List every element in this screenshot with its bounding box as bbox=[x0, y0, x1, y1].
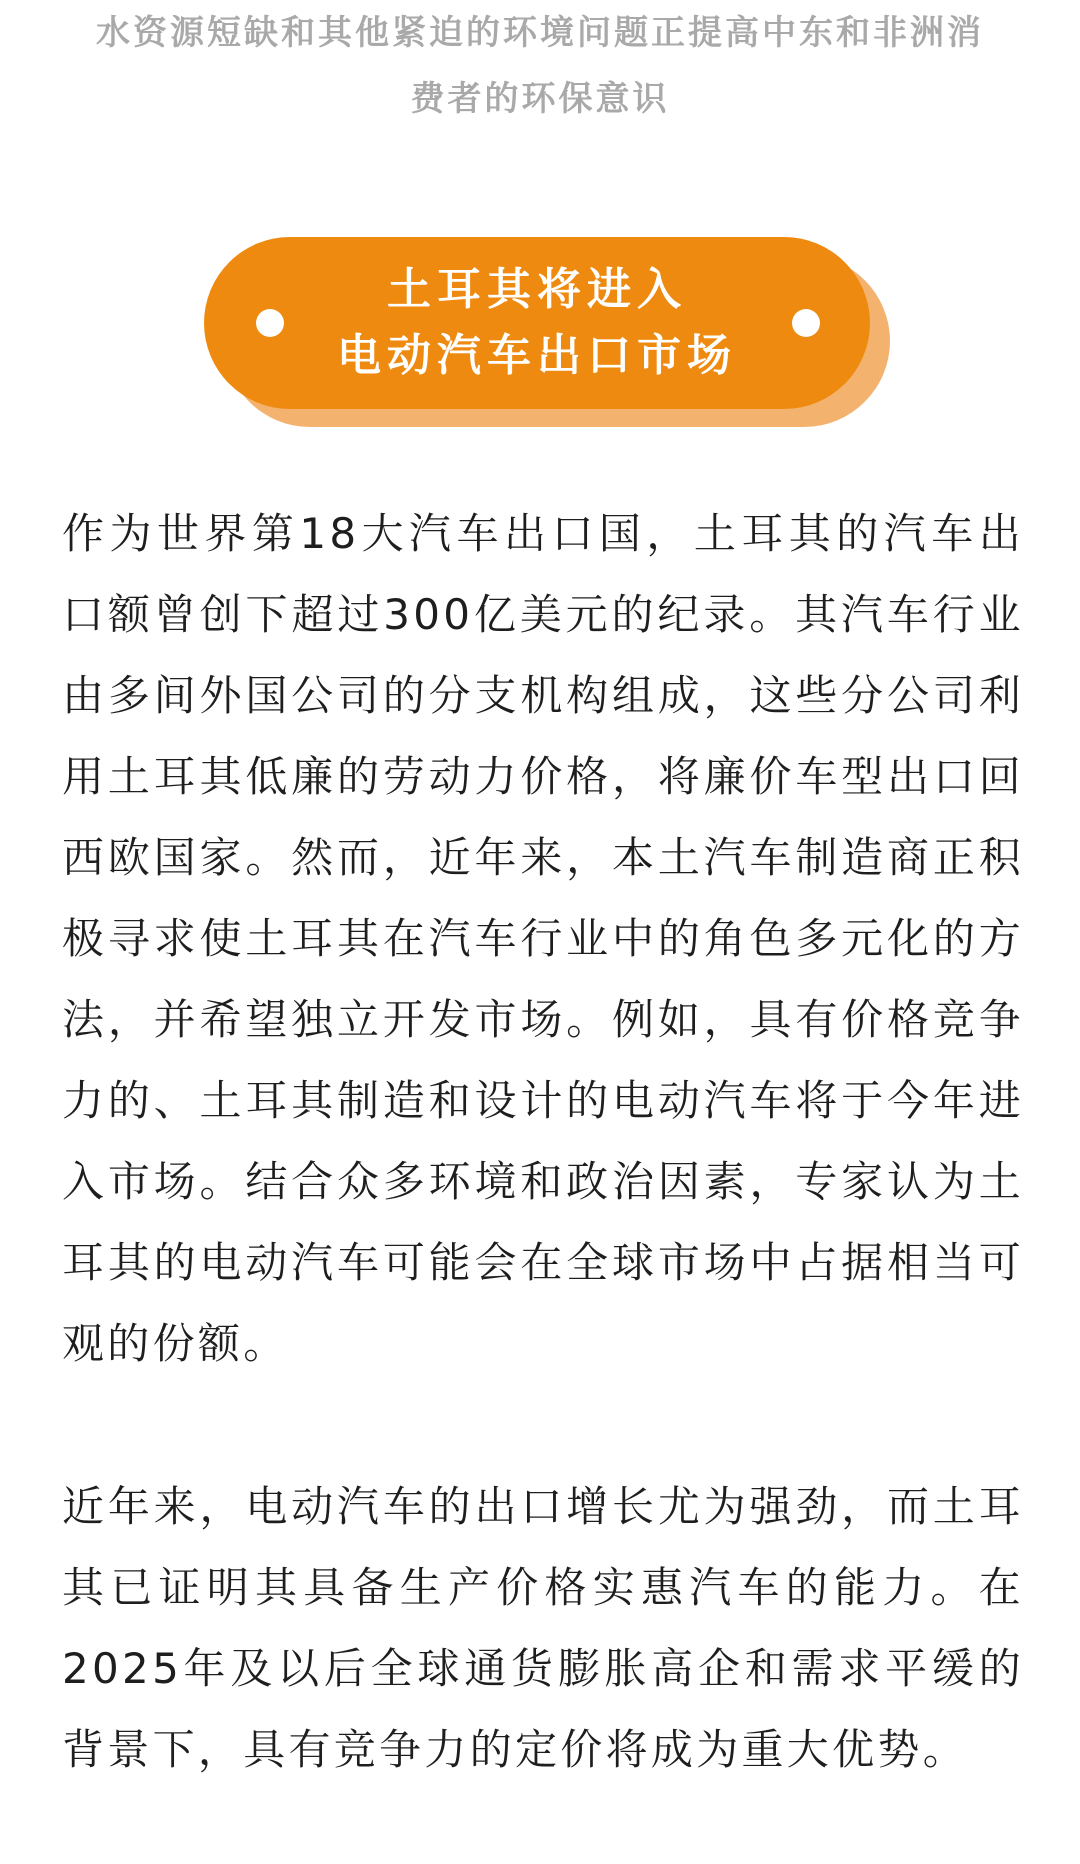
section-heading-line-2: 电动汽车出口市场 bbox=[337, 330, 737, 381]
image-caption bbox=[40, 0, 1040, 132]
section-heading-banner bbox=[204, 237, 890, 427]
article-paragraph-1: 作为世界第18大汽车出口国，土耳其的汽车出口额曾创下超过300亿美元的纪录。其汽车行业由多间外国公司的分支机构组成，这些分公司利用土耳其低廉的劳动力价格，将廉价车型出口回西欧国家。然而，近年来，本土汽车制造商正积极寻求使土耳其在汽车行业中的角色多元化的方法，并希望独立开发市场。例如，具有价格竞争力的、土耳其制造和设计的电动汽车将于今年进入市场。结合众多环境和政治因素，专家认为土耳其的电动汽车可能会在全球市场中占据相当可观的份额。 bbox=[62, 509, 1024, 1368]
section-heading-pill bbox=[204, 237, 870, 409]
image-caption-line-1: 水资源短缺和其他紧迫的环境问题正提高中东和非洲消 bbox=[96, 13, 984, 53]
section-heading-line-1: 土耳其将进入 bbox=[387, 264, 687, 315]
image-caption-line-2: 费者的环保意识 bbox=[410, 79, 670, 119]
article-paragraph-2: 近年来，电动汽车的出口增长尤为强劲，而土耳其已证明其具备生产价格实惠汽车的能力。在2025年及以后全球通货膨胀高企和需求平缓的背景下，具有竞争力的定价将成为重大优势。 bbox=[62, 1482, 1024, 1774]
section-heading-title bbox=[204, 257, 870, 389]
